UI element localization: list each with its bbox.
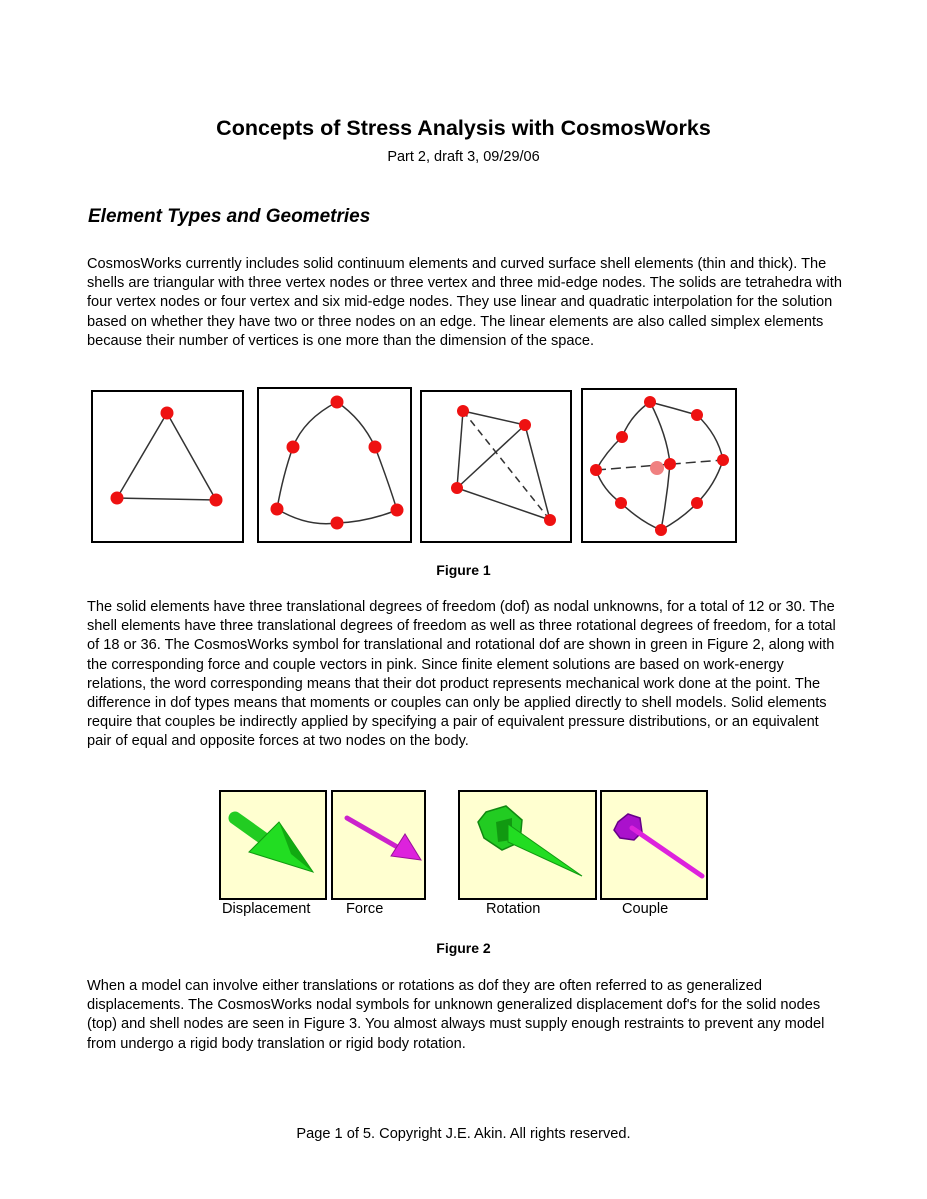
- linear-tetrahedron-element: [420, 390, 572, 543]
- couple-label: Couple: [622, 901, 669, 917]
- page-footer: Page 1 of 5. Copyright J.E. Akin. All rights reserved.: [296, 1126, 631, 1142]
- displacement-arrow-icon: [221, 792, 325, 898]
- couple-arrow-icon: [602, 792, 706, 898]
- linear-triangle-drawing: [93, 392, 242, 541]
- linear-tetrahedron-drawing: [422, 392, 570, 541]
- force-arrow-icon: [333, 792, 424, 898]
- paragraph-degrees-of-freedom: The solid elements have three translational degrees of freedom (dof) as nodal unknowns, for a total of 12 or 30. The shell elements have three translational degrees of freedom as well as three rotational degrees of freedom, for a total of 18 or 36. The CosmosWorks symbol for translational and rotational dof are shown in green in Figure 2, along with the corresponding force and couple vectors in pink. Since finite element solutions are based on work-energy relations, the word corresponding means that their dot product represents mechanical work done at the point. The difference in dof types means that moments or couples can only be applied directly to shell models. Solid elements require that couples be indirectly applied by specifying a pair of equivalent pressure distributions, or an equivalent pair of equal and opposite forces at two nodes on the body.: [87, 599, 836, 750]
- couple-symbol: [600, 790, 708, 900]
- paragraph-generalized-displacements: When a model can involve either translations or rotations as dof they are often referred to as generalized displacements. The CosmosWorks nodal symbols for unknown generalized displacement dof's for the solid nodes (top) and shell nodes are seen in Figure 3. You almost always must supply enough restraints to prevent any model from undergo a rigid body translation or rigid body rotation.: [87, 978, 825, 1052]
- document-subtitle: Part 2, draft 3, 09/29/06: [387, 149, 540, 165]
- figure-2-caption: Figure 2: [436, 940, 491, 956]
- quadratic-triangle-drawing: [259, 389, 410, 541]
- force-label: Force: [346, 901, 384, 917]
- displacement-symbol: [219, 790, 327, 900]
- quadratic-triangle-element: [257, 387, 412, 543]
- rotation-label: Rotation: [486, 901, 541, 917]
- rotation-symbol: [458, 790, 597, 900]
- paragraph-element-types: CosmosWorks currently includes solid continuum elements and curved surface shell elements (thin and thick). The shells are triangular with three vertex nodes or three vertex and three mid-edge nodes. The solids are tetrahedra with four vertex nodes or four vertex and six mid-edge nodes. They use linear and quadratic interpolation for the solution based on whether they have two or three nodes on an edge. The linear elements are also called simplex elements because their number of vertices is one more than the dimension of the space.: [87, 256, 842, 349]
- quadratic-tetrahedron-drawing: [583, 390, 735, 541]
- figure-1-caption: Figure 1: [436, 562, 491, 578]
- linear-triangle-element: [91, 390, 244, 543]
- quadratic-tetrahedron-element: [581, 388, 737, 543]
- section-heading: Element Types and Geometries: [88, 206, 371, 227]
- document-title: Concepts of Stress Analysis with CosmosWorks: [216, 116, 711, 140]
- force-symbol: [331, 790, 426, 900]
- displacement-label: Displacement: [222, 901, 311, 917]
- rotation-arrow-icon: [460, 792, 595, 898]
